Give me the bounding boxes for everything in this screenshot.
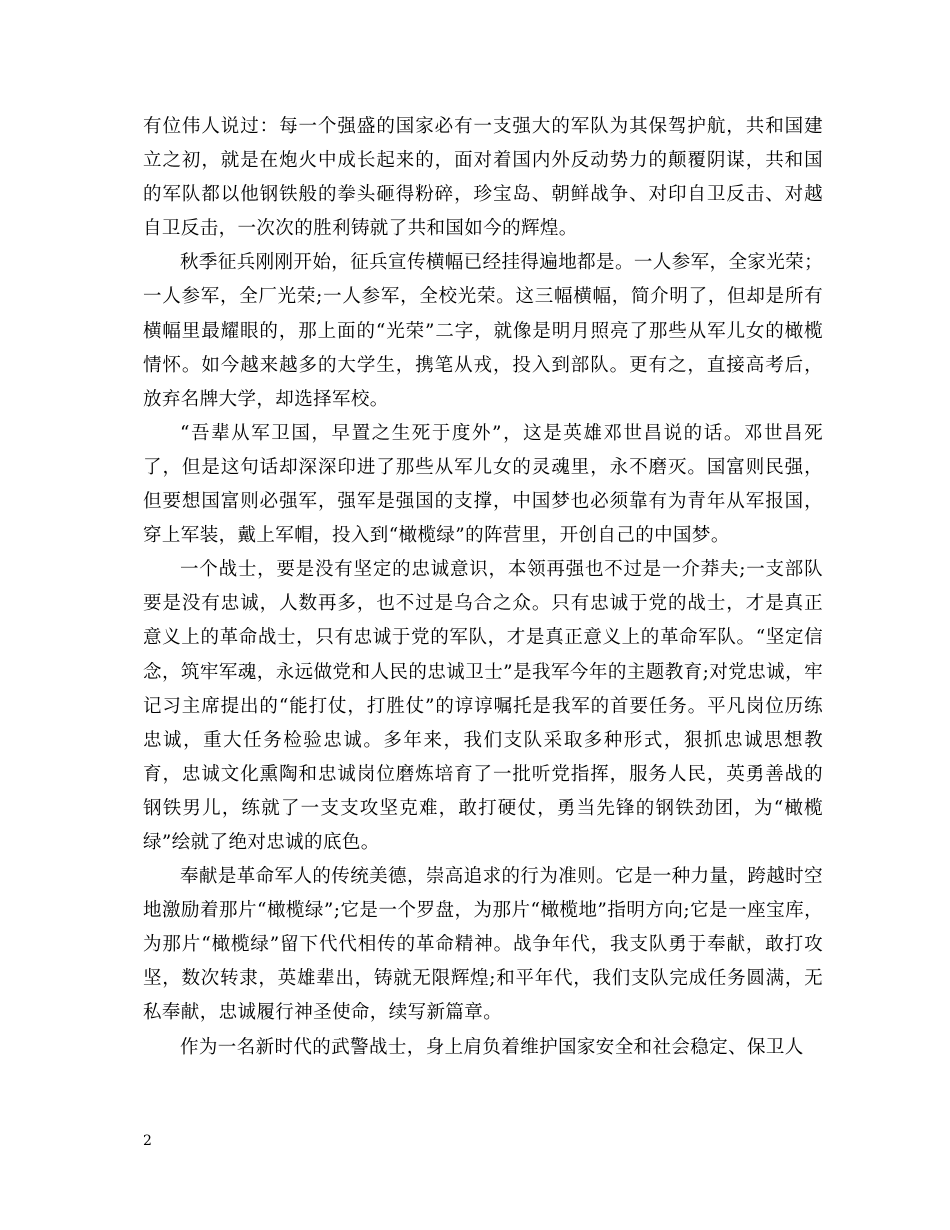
page-number: 2 xyxy=(143,1133,152,1149)
body-text xyxy=(143,110,823,1065)
paragraph-3: “吾辈从军卫国，早置之生死于度外”，这是英雄邓世昌说的话。邓世昌死了，但是这句话却深深印进了那些从军儿女的灵魂里，永不磨灭。国富则民强，但要想国富则必强军，强军是强国的支撑，中国梦也必须靠有为青年从军报国，穿上军装，戴上军帽，投入到“橄榄绿”的阵营里，开创自己的中国梦。 xyxy=(143,422,823,547)
paragraph-1: 有位伟人说过：每一个强盛的国家必有一支强大的军队为其保驾护航，共和国建立之初，就是在炮火中成长起来的，面对着国内外反动势力的颠覆阴谋，共和国的军队都以他钢铁般的拳头砸得粉碎，珍宝岛、朝鲜战争、对印自卫反击、对越自卫反击，一次次的胜利铸就了共和国如今的辉煌。 xyxy=(143,116,823,240)
paragraph-5: 奉献是革命军人的传统美德，崇高追求的行为准则。它是一种力量，跨越时空地激励着那片“橄榄绿”;它是一个罗盘，为那片“橄榄地”指明方向;它是一座宝库，为那片“橄榄绿”留下代代相传的革命精神。战争年代，我支队勇于奉献，敢打攻坚，数次转隶，英雄辈出，铸就无限辉煌;和平年代，我们支队完成任务圆满，无私奉献，忠诚履行神圣使命，续写新篇章。 xyxy=(143,866,823,1024)
paragraph-4: 一个战士，要是没有坚定的忠诚意识，本领再强也不过是一介莽夫;一支部队要是没有忠诚，人数再多，也不过是乌合之众。只有忠诚于党的战士，才是真正意义上的革命战士，只有忠诚于党的军队，才是真正意义上的革命军队。“坚定信念，筑牢军魂，永远做党和人民的忠诚卫士”是我军今年的主题教育;对党忠诚，牢记习主席提出的“能打仗，打胜仗”的谆谆嘱托是我军的首要任务。平凡岗位历练忠诚，重大任务检验忠诚。多年来，我们支队采取多种形式，狠抓忠诚思想教育，忠诚文化熏陶和忠诚岗位磨炼培育了一批听党指挥，服务人民，英勇善战的钢铁男儿，练就了一支支攻坚克难，敢打硬仗，勇当先锋的钢铁劲团，为“橄榄绿”绘就了绝对忠诚的底色。 xyxy=(143,559,823,853)
paragraph-6: 作为一名新时代的武警战士，身上肩负着维护国家安全和社会稳定、保卫人 xyxy=(180,1036,804,1058)
paragraph-2: 秋季征兵刚刚开始，征兵宣传横幅已经挂得遍地都是。一人参军，全家光荣；一人参军，全厂光荣;一人参军，全校光荣。这三幅横幅，简介明了，但却是所有横幅里最耀眼的，那上面的“光荣”二字，就像是明月照亮了那些从军儿女的橄榄情怀。如今越来越多的大学生，携笔从戎，投入到部队。更有之，直接高考后，放弃名牌大学，却选择军校。 xyxy=(143,252,823,410)
